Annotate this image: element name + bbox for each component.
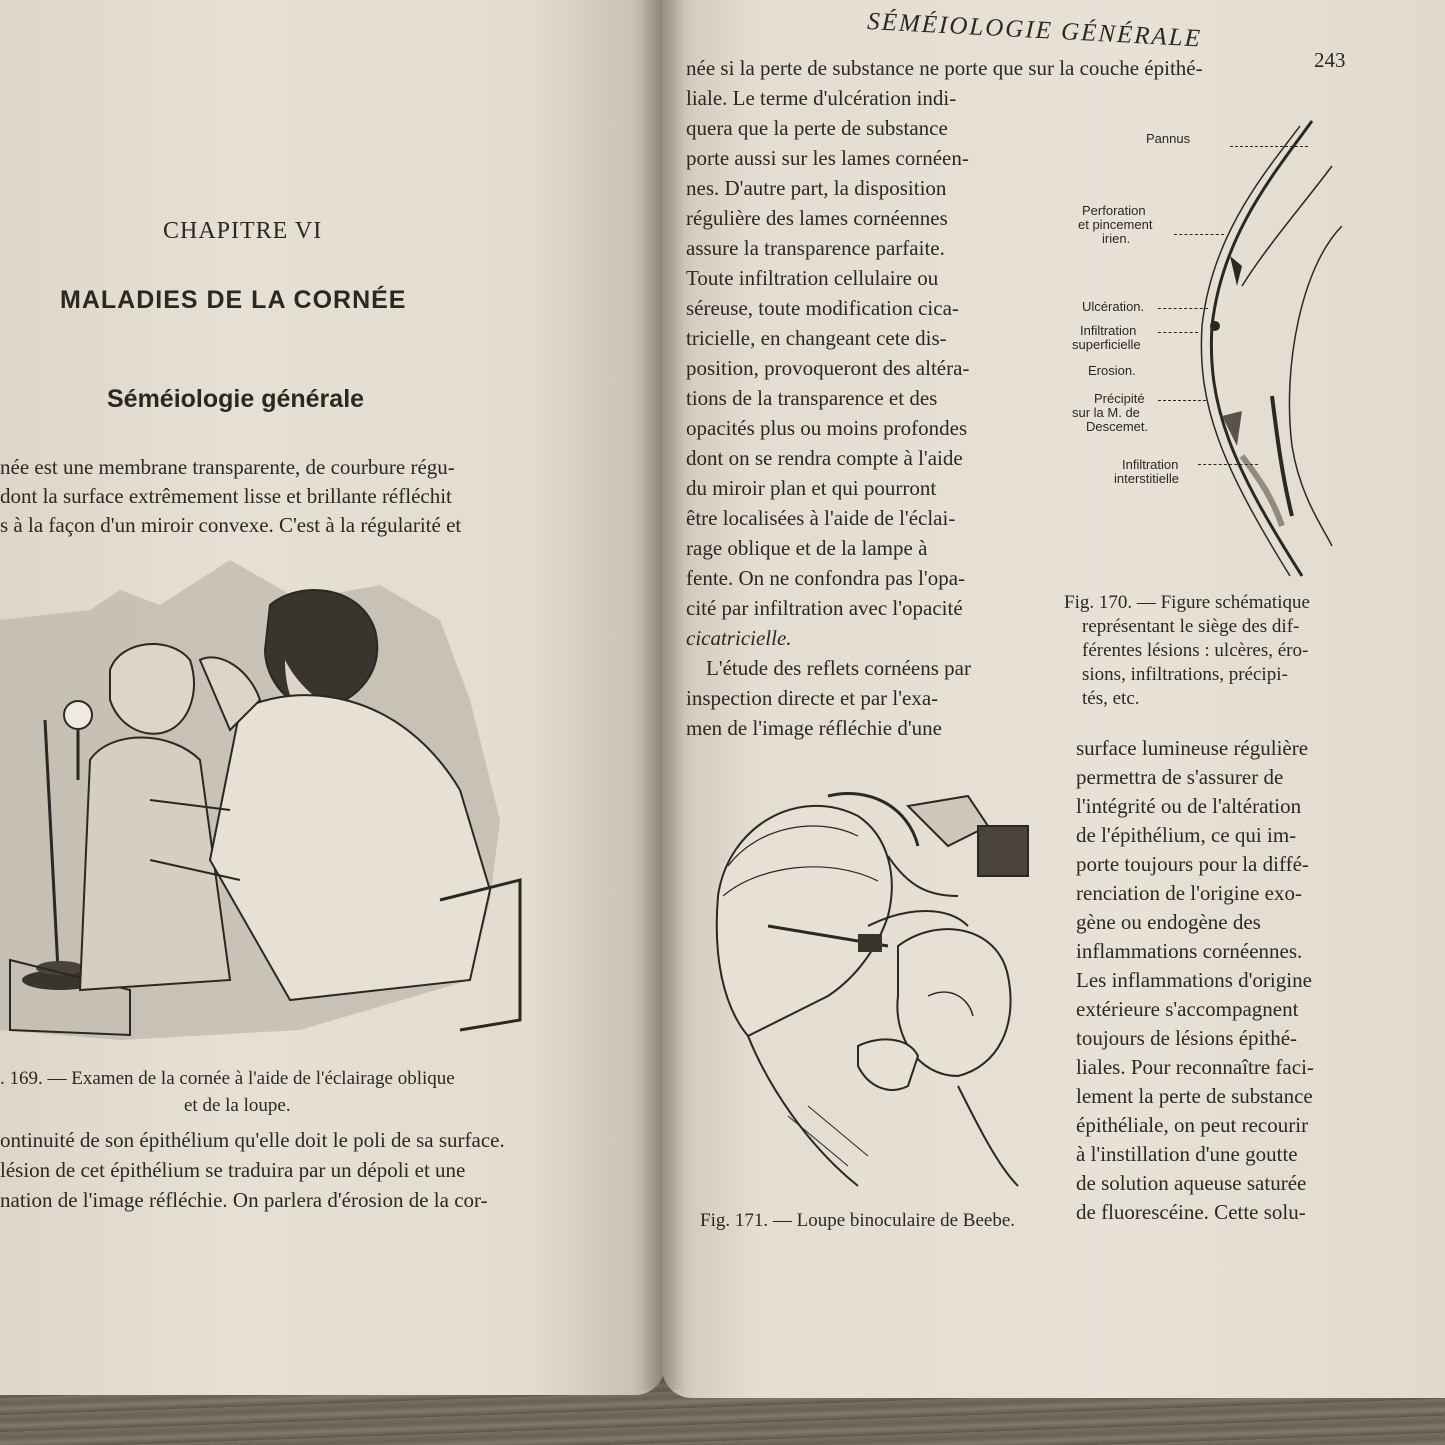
lower-column-line: inflammations cornéennes. xyxy=(1076,939,1303,963)
column-line: inspection directe et par l'exa- xyxy=(686,686,939,710)
leader-line xyxy=(1158,332,1198,333)
figure-170-diagram xyxy=(1182,116,1342,586)
lower-column-line: surface lumineuse régulière xyxy=(1076,736,1309,760)
column-line: née si la perte de substance ne porte que sur la couche épithé- xyxy=(686,56,1203,80)
figure-170-caption: Fig. 170. — Figure schématique xyxy=(1064,592,1310,613)
chapter-label: CHAPITRE VI xyxy=(163,218,323,244)
label-infiltration-superficielle: Infiltration xyxy=(1080,323,1137,338)
label-erosion: Erosion. xyxy=(1088,363,1136,378)
closing-line: lésion de cet épithélium se traduira par un dépoli et une xyxy=(0,1158,466,1182)
column-line: position, provoqueront des altéra- xyxy=(686,356,970,380)
leader-line xyxy=(1158,308,1208,309)
figure-171-illustration xyxy=(708,786,1068,1196)
column-line: Toute infiltration cellulaire ou xyxy=(686,266,939,290)
lower-column-line: extérieure s'accompagnent xyxy=(1076,997,1299,1021)
lower-column-line: épithéliale, on peut recourir xyxy=(1076,1113,1309,1137)
intro-line: dont la surface extrêmement lisse et brillante réfléchit xyxy=(0,484,452,508)
lower-column-line: à l'instillation d'une goutte xyxy=(1076,1142,1298,1166)
label-precipite: sur la M. de xyxy=(1072,405,1140,420)
figure-171-caption: Fig. 171. — Loupe binoculaire de Beebe. xyxy=(700,1210,1016,1231)
lower-column-line: toujours de lésions épithé- xyxy=(1076,1026,1298,1050)
label-precipite: Descemet. xyxy=(1086,419,1149,434)
column-line: du miroir plan et qui pourront xyxy=(686,476,937,500)
label-perforation: irien. xyxy=(1102,231,1131,246)
running-head: SÉMÉIOLOGIE GÉNÉRALE xyxy=(866,8,1203,53)
figure-169-illustration xyxy=(0,560,530,1060)
section-title: Séméiologie générale xyxy=(107,385,365,413)
figure-169-caption: et de la loupe. xyxy=(184,1095,291,1116)
lower-column-line: permettra de s'assurer de xyxy=(1076,765,1284,789)
leader-line xyxy=(1158,400,1206,401)
leader-line xyxy=(1198,464,1258,465)
column-line: quera que la perte de substance xyxy=(686,116,948,140)
lower-column-line: gène ou endogène des xyxy=(1076,910,1261,934)
column-line: rage oblique et de la lampe à xyxy=(686,536,928,560)
label-perforation: et pincement xyxy=(1078,217,1153,232)
label-perforation: Perforation xyxy=(1082,203,1146,218)
label-infiltration-interstitielle: interstitielle xyxy=(1114,471,1180,486)
lower-column-line: lement la perte de substance xyxy=(1076,1084,1313,1108)
lower-column-line: renciation de l'origine exo- xyxy=(1076,881,1302,905)
column-line: tricielle, en changeant cete dis- xyxy=(686,326,947,350)
column-line: L'étude des reflets cornéens par xyxy=(706,656,971,680)
lower-column-line: Les inflammations d'origine xyxy=(1076,968,1312,992)
closing-line: nation de l'image réfléchie. On parlera d'érosion de la cor- xyxy=(0,1188,488,1212)
column-line: tions de la transparence et des xyxy=(686,386,938,410)
label-ulceration: Ulcération. xyxy=(1082,299,1145,314)
lower-column-line: porte toujours pour la diffé- xyxy=(1076,852,1309,876)
column-line: porte aussi sur les lames cornéen- xyxy=(686,146,969,170)
column-line: liale. Le terme d'ulcération indi- xyxy=(686,86,957,110)
column-line: men de l'image réfléchie d'une xyxy=(686,716,942,740)
column-line: assure la transparence parfaite. xyxy=(686,236,945,260)
column-line: opacités plus ou moins profondes xyxy=(686,416,968,440)
figure-169-caption: . 169. — Examen de la cornée à l'aide de l'éclairage oblique xyxy=(0,1068,455,1089)
column-line: séreuse, toute modification cica- xyxy=(686,296,959,320)
lower-column-line: de solution aqueuse saturée xyxy=(1076,1171,1307,1195)
right-page xyxy=(662,0,1445,1398)
figure-170-caption: férentes lésions : ulcères, éro- xyxy=(1082,640,1309,661)
intro-line: née est une membrane transparente, de courbure régu- xyxy=(0,455,455,479)
column-line: fente. On ne confondra pas l'opa- xyxy=(686,566,966,590)
leader-line xyxy=(1174,234,1224,235)
label-precipite: Précipité xyxy=(1094,391,1145,406)
lower-column-line: liales. Pour reconnaître faci- xyxy=(1076,1055,1314,1079)
lower-column-line: l'intégrité ou de l'altération xyxy=(1076,794,1302,818)
label-infiltration-superficielle: superficielle xyxy=(1072,337,1141,352)
column-line: nes. D'autre part, la disposition xyxy=(686,176,947,200)
chapter-title: MALADIES DE LA CORNÉE xyxy=(60,286,407,314)
column-line: dont on se rendra compte à l'aide xyxy=(686,446,963,470)
label-pannus: Pannus xyxy=(1146,131,1191,146)
lower-column-line: de fluorescéine. Cette solu- xyxy=(1076,1200,1306,1224)
figure-170-caption: sions, infiltrations, précipi- xyxy=(1082,664,1288,685)
figure-170-caption: représentant le siège des dif- xyxy=(1082,616,1300,637)
label-infiltration-interstitielle: Infiltration xyxy=(1122,457,1179,472)
leader-line xyxy=(1230,146,1308,147)
page-number: 243 xyxy=(1314,48,1346,72)
closing-line: ontinuité de son épithélium qu'elle doit le poli de sa surface. xyxy=(0,1128,505,1152)
column-line: régulière des lames cornéennes xyxy=(686,206,948,230)
intro-line: s à la façon d'un miroir convexe. C'est à la régularité et xyxy=(0,513,462,537)
lower-column-line: de l'épithélium, ce qui im- xyxy=(1076,823,1297,847)
column-line: être localisées à l'aide de l'éclai- xyxy=(686,506,956,530)
column-line: cité par infiltration avec l'opacité xyxy=(686,596,963,620)
left-page xyxy=(0,0,665,1395)
column-line: cicatricielle. xyxy=(686,626,792,650)
figure-170-caption: tés, etc. xyxy=(1082,688,1140,709)
